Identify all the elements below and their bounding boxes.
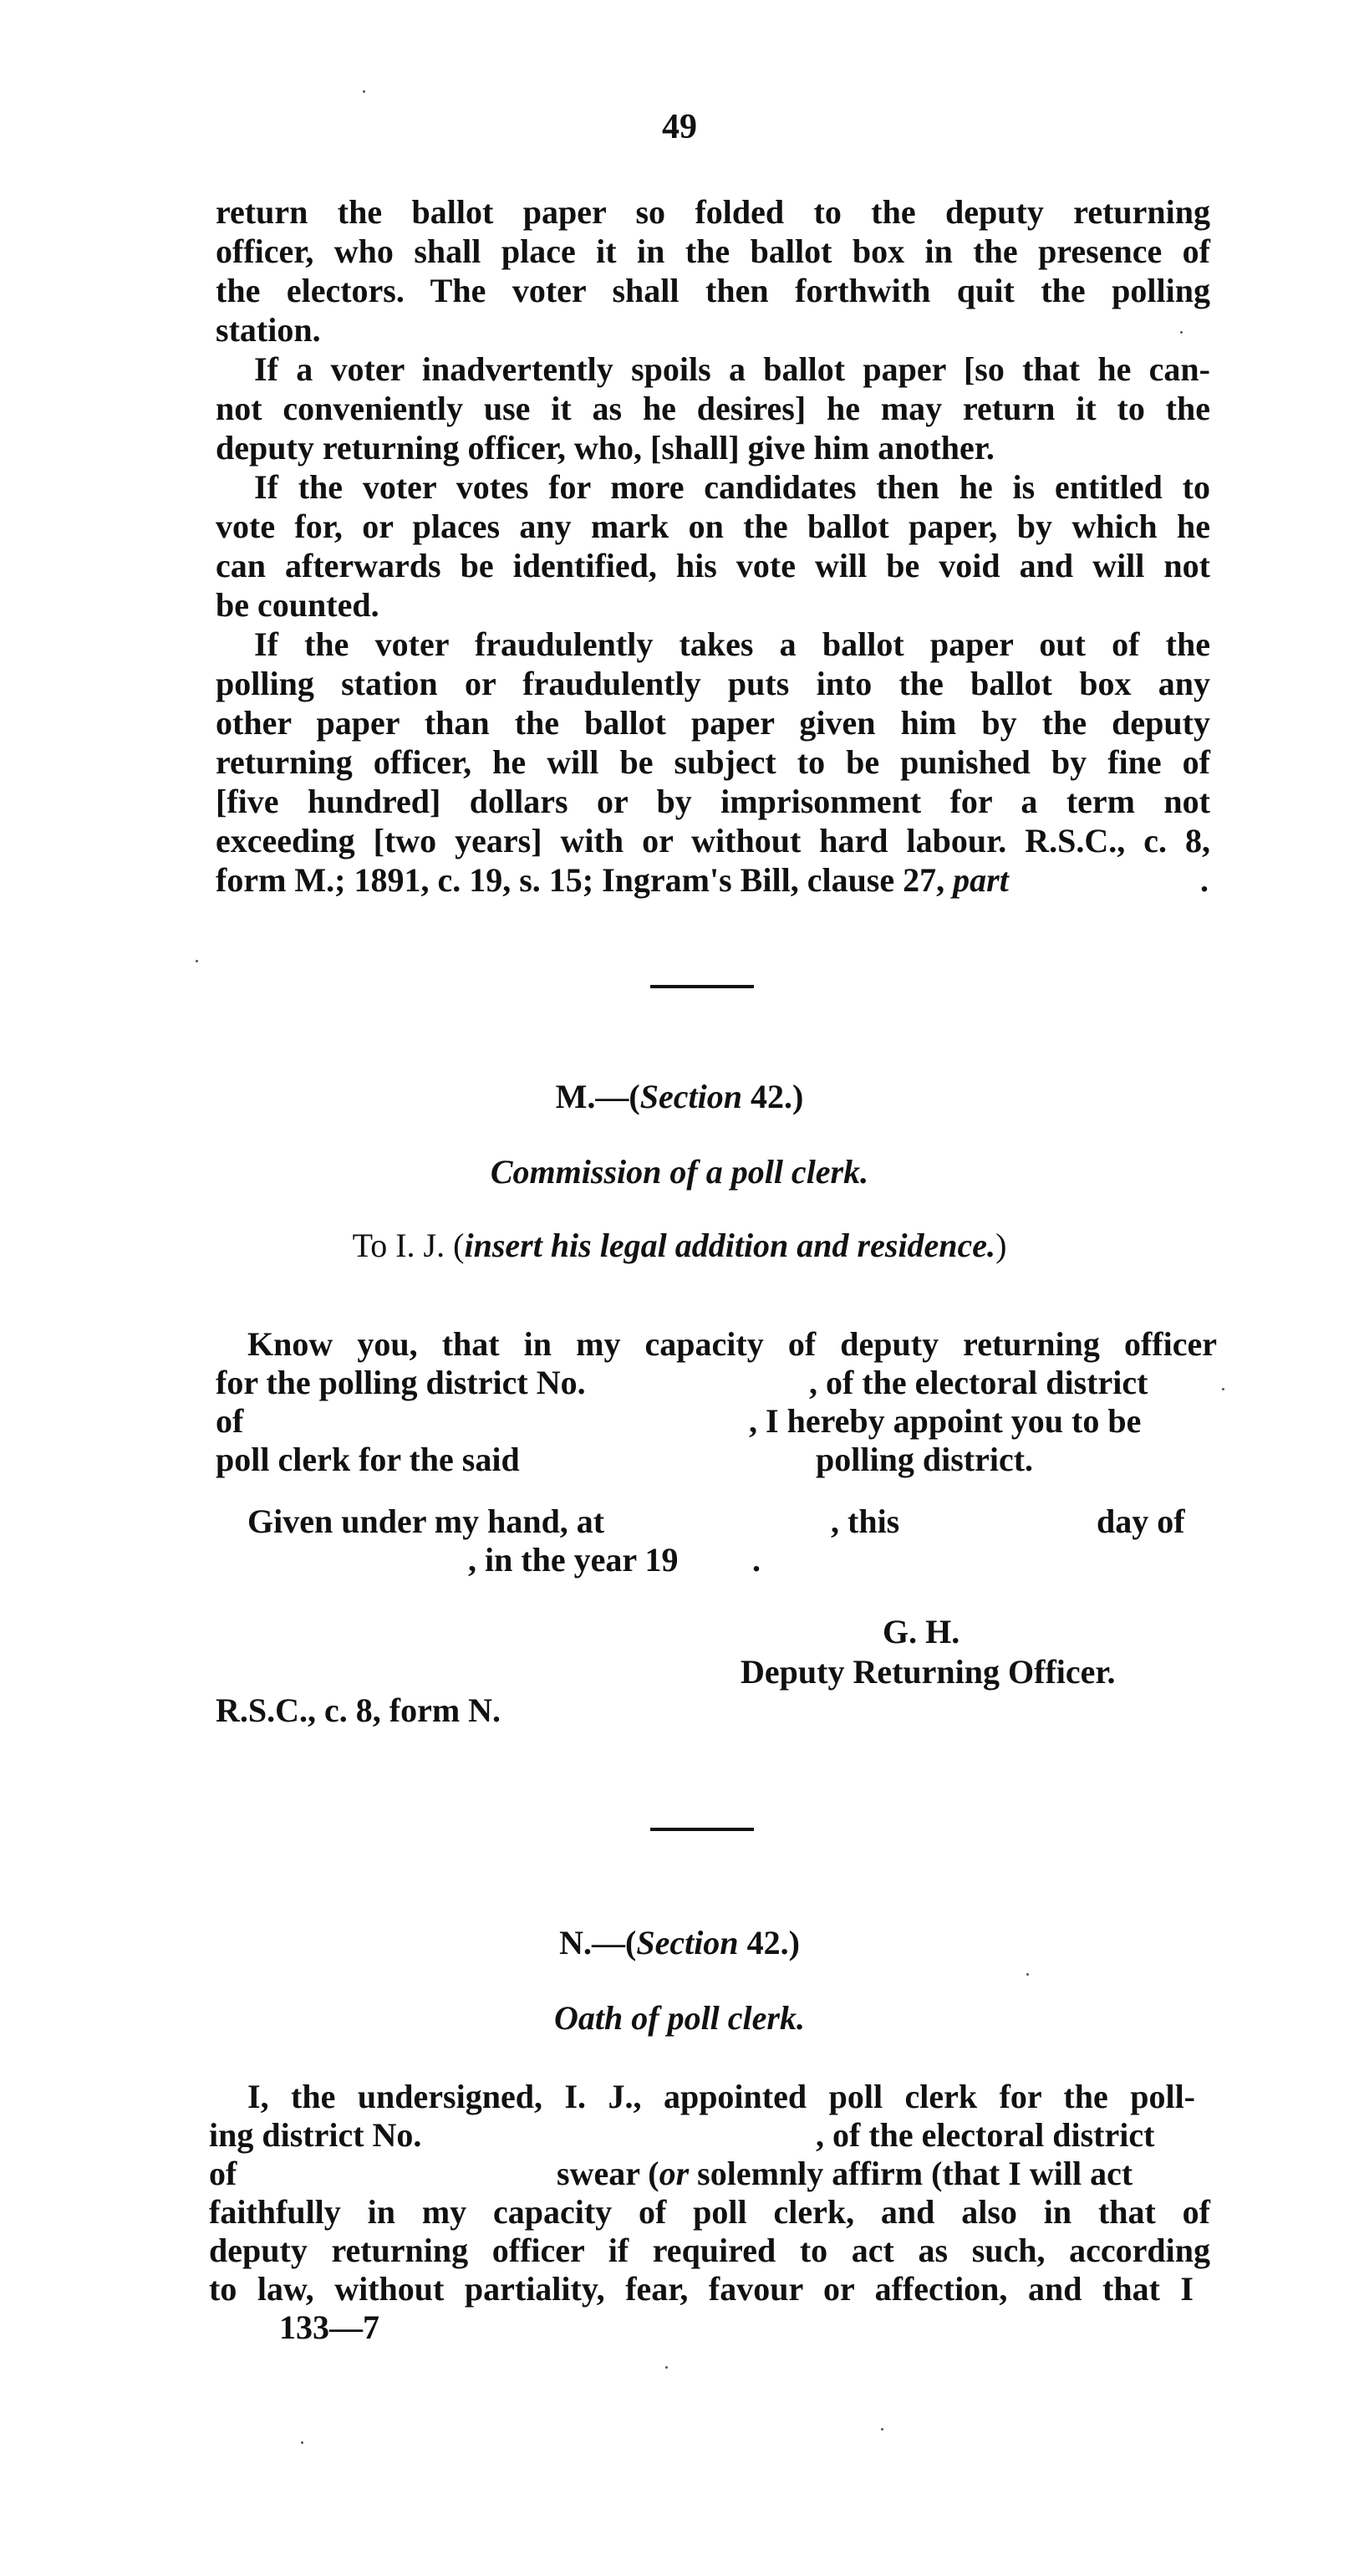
form-n-line: I, the undersigned, I. J., appointed poll clerk for the poll- <box>247 2078 1195 2115</box>
scan-speck <box>665 2366 668 2369</box>
form-m-paragraph-line: Know you, that in my capacity of deputy returning officer <box>247 1325 1217 1363</box>
form-n-line: ing district No. <box>209 2116 422 2154</box>
text-line: exceeding [two years] with or without hard labour. R.S.C., c. 8, <box>216 822 1210 860</box>
form-m-paragraph-line: , of the electoral district <box>809 1364 1148 1401</box>
scan-speck <box>363 90 365 93</box>
form-m-addressee: To I. J. (insert his legal addition and residence.) <box>352 1227 1007 1264</box>
form-n-title: Oath of poll clerk. <box>554 1999 805 2037</box>
form-n-line: to law, without partiality, fear, favour or affection, and that I <box>209 2270 1194 2308</box>
text-line: polling station or fraudulently puts into the ballot box any <box>216 665 1210 702</box>
text-line: be counted. <box>216 586 379 624</box>
citation-text: form M.; 1891, c. 19, s. 15; Ingram's Bill, clause 27, <box>216 861 945 899</box>
signature-title: Deputy Returning Officer. <box>741 1653 1116 1691</box>
text-line: deputy returning officer, who, [shall] give him another. <box>216 429 995 467</box>
form-m-given-end: . <box>752 1541 761 1579</box>
text-line: If the voter votes for more candidates then he is entitled to <box>254 468 1210 506</box>
page-signature: 133—7 <box>279 2308 379 2346</box>
text-line: can afterwards be identified, his vote will be void and will not <box>216 547 1210 584</box>
text-line: [five hundred] dollars or by imprisonment for a term not <box>216 783 1210 820</box>
text-line: station. <box>216 311 321 349</box>
form-m-paragraph-line: , I hereby appoint you to be <box>749 1402 1142 1440</box>
text-line: other paper than the ballot paper given him by the deputy <box>216 704 1210 742</box>
signature-initials: G. H. <box>883 1613 960 1650</box>
text-line: If a voter inadvertently spoils a ballot paper [so that he can- <box>254 350 1210 388</box>
form-m-paragraph-line: poll clerk for the said <box>216 1441 520 1478</box>
page-number: 49 <box>662 108 697 146</box>
section-divider <box>650 985 754 988</box>
section-divider <box>650 1828 754 1831</box>
citation-period: . <box>1200 861 1209 899</box>
form-n-line: swear (or solemnly affirm (that I will act <box>557 2155 1133 2192</box>
text-line: the electors. The voter shall then forthwith quit the polling <box>216 272 1210 309</box>
text-line: If the voter fraudulently takes a ballot paper out of the <box>254 625 1210 663</box>
form-m-given: Given under my hand, at <box>247 1502 605 1540</box>
form-m-title: Commission of a poll clerk. <box>490 1153 869 1191</box>
scan-speck <box>881 2428 883 2431</box>
form-m-paragraph-line: for the polling district No. <box>216 1364 586 1401</box>
scan-speck <box>1026 1973 1029 1976</box>
scan-speck <box>301 2441 303 2444</box>
text-line: return the ballot paper so folded to the deputy returning <box>216 193 1210 231</box>
form-m-reference: R.S.C., c. 8, form N. <box>216 1691 501 1729</box>
form-n-line: of <box>209 2155 237 2192</box>
text-line: not conveniently use it as he desires] he may return it to the <box>216 390 1210 427</box>
form-m-paragraph-line: of <box>216 1402 244 1440</box>
citation-part: part <box>953 861 1009 899</box>
form-n-line: faithfully in my capacity of poll clerk, and also in that of <box>209 2193 1210 2231</box>
text-line: vote for, or places any mark on the ballot paper, by which he <box>216 508 1210 545</box>
form-m-given-year: , in the year 19 <box>468 1541 679 1579</box>
form-n-heading: N.—(Section 42.) <box>559 1924 800 1961</box>
scan-speck <box>196 960 198 962</box>
form-m-heading: M.—(Section 42.) <box>555 1078 804 1115</box>
form-m-given: , this <box>831 1502 900 1540</box>
form-n-line: deputy returning officer if required to act as such, according <box>209 2232 1210 2269</box>
form-n-line: , of the electoral district <box>816 2116 1155 2154</box>
text-line: returning officer, he will be subject to be punished by fine of <box>216 743 1210 781</box>
form-m-given: day of <box>1097 1502 1185 1540</box>
text-line-citation <box>216 860 1210 900</box>
form-m-paragraph-line: polling district. <box>816 1441 1034 1478</box>
text-line: officer, who shall place it in the ballot box in the presence of <box>216 232 1210 270</box>
